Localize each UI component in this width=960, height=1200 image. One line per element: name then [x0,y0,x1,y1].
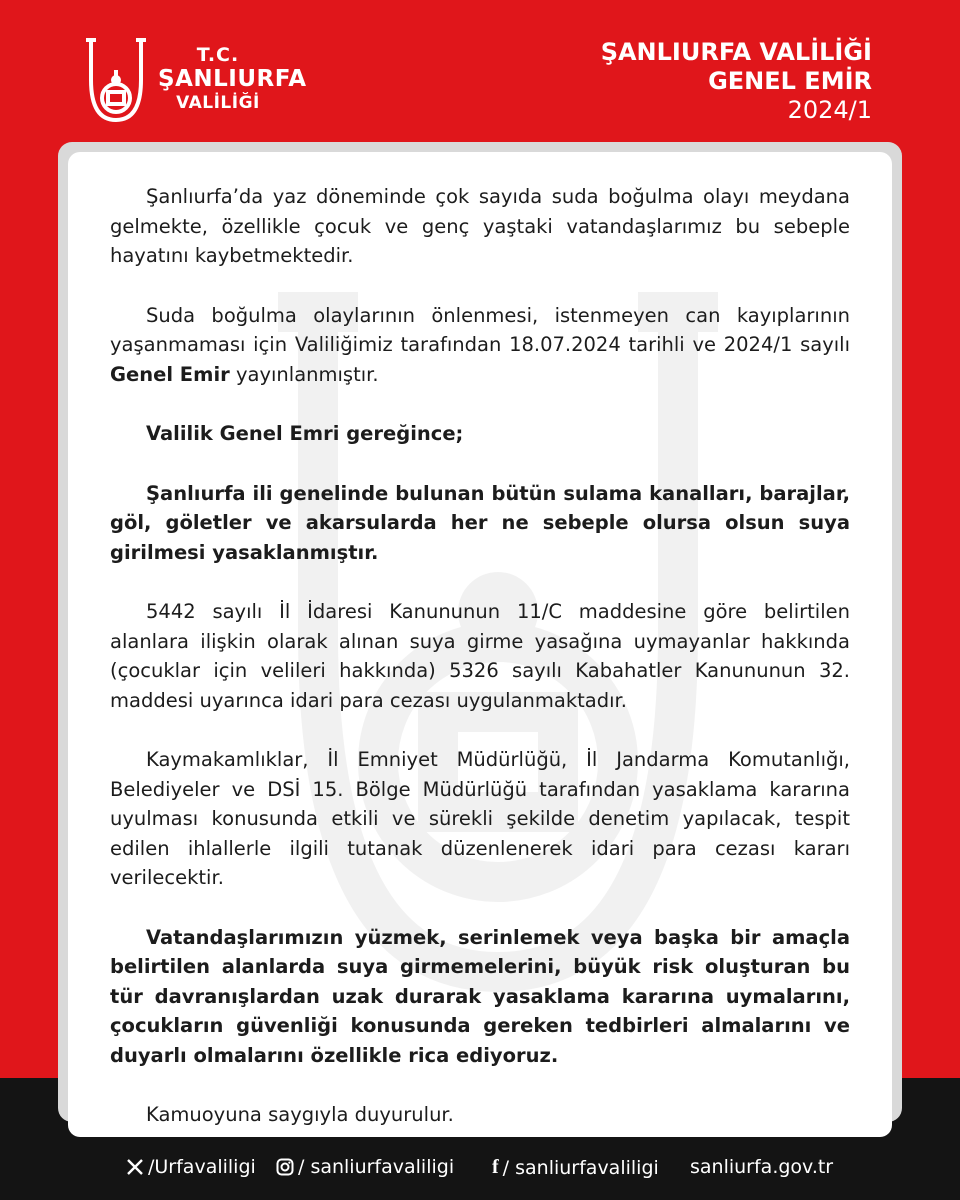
general-order-emphasis: Genel Emir [110,362,230,386]
paragraph-pursuant: Valilik Genel Emri gereğince; [146,422,464,445]
footer-facebook-link[interactable] [492,1156,659,1179]
footer-instagram-handle: / sanliurfavaliligi [298,1156,455,1178]
logo-governorship: VALİLİĞİ [176,93,260,113]
announcement-card [68,152,892,1137]
footer-x-link[interactable] [126,1156,256,1178]
governorship-emblem-icon [80,36,152,124]
paragraph-order-text-b: yayınlanmıştır. [229,362,379,386]
paragraph-request: Vatandaşlarımızın yüzmek, serinlemek veya başka bir amaçla belirtilen alanlarda suya girmemelerini, büyük risk oluşturan bu tür davranışlardan uzak durarak yasaklama kararına uymalarını, çocukların güvenliği konusunda gereken tedbirleri almalarını ve duyarlı olmalarını özellikle rica ediyoruz. [110,925,850,1067]
footer-instagram-link[interactable] [276,1156,454,1178]
header-number: 2024/1 [787,96,872,124]
header-subtitle: GENEL EMİR [708,67,872,95]
facebook-icon: f [492,1156,499,1178]
paragraph-penalty: 5442 sayılı İl İdaresi Kanununun 11/C maddesine göre belirtilen alanlara ilişkin olarak alınan suya girme yasağına uymayanlar hakkında (çocuklar için velileri hakkında) 5326 sayılı Kabahatler Kanununun 32. maddesi uyarınca idari para cezası uygulanmaktadır. [110,600,850,712]
governorship-logo [80,36,307,126]
paragraph-intro: Şanlıurfa’da yaz döneminde çok sayıda suda boğulma olayı meydana gelmekte, özellikle çocuk ve genç yaştaki vatandaşlarımız bu sebeple hayatını kaybetmektedir. [110,185,850,267]
paragraph-order-issued [110,301,850,390]
logo-tc: T.C. [196,44,240,66]
paragraph-prohibition: Şanlıurfa ili genelinde bulunan bütün sulama kanalları, barajlar, göl, göletler ve akarsularda her ne sebeple olursa olsun suya girilmesi yasaklanmıştır. [110,481,850,564]
logo-city: ŞANLIURFA [158,66,307,92]
paragraph-order-text-a: Suda boğulma olaylarının önlenmesi, istenmeyen can kayıplarının yaşanmaması için Valiliğimiz tarafından 18.07.2024 tarihli ve 2024/1 sayılı [110,303,850,356]
footer-facebook-handle: / sanliurfavaliligi [502,1156,659,1179]
instagram-icon [276,1158,294,1176]
x-logo-icon [126,1158,144,1176]
header-title: ŞANLIURFA VALİLİĞİ [600,38,872,66]
paragraph-enforcement: Kaymakamlıklar, İl Emniyet Müdürlüğü, İl Jandarma Komutanlığı, Belediyeler ve DSİ 15. Bölge Müdürlüğü tarafından yasaklama kararına uyulması konusunda etkili ve sürekli şekilde denetim yapılacak, tespit edilen ihlallerle ilgili tutanak düzenlenerek idari para cezası kararı verilecektir. [110,748,850,889]
paragraph-closing: Kamuoyuna saygıyla duyurulur. [146,1103,454,1126]
footer-website-link[interactable] [690,1156,833,1178]
header-title-block [601,38,872,125]
social-footer [0,1150,960,1186]
footer-website: sanliurfa.gov.tr [690,1156,834,1178]
footer-x-handle: /Urfavaliligi [148,1156,256,1178]
announcement-body [110,182,850,1137]
